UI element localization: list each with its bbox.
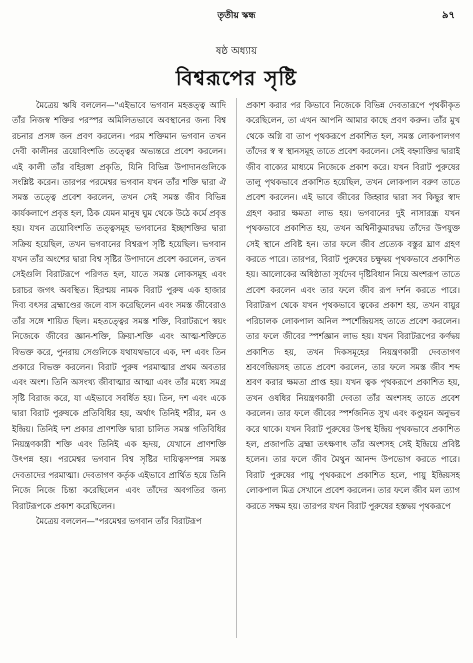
page-number: ৯৭ xyxy=(442,10,455,21)
column-divider xyxy=(236,98,237,638)
running-header xyxy=(0,6,473,24)
right-paragraph-1: প্রকাশ করার পর কিভাবে নিজেকে বিভিন্ন দেবতারূপে পৃথকীকৃত করেছিলেন, তা এখন আপনি আমার কাছে প্রবণ করুন। তাঁর মুখ থেকে অগ্নি বা তাপ পৃথকরূপে প্রকাশিত হল, সমস্ত লোকপালগণ তাঁদের স্ব স্ব স্থানসমূহ তাতে প্রবেশ করলেন। সেই বহ্ন্যাক্তির দ্বারাই জীব বাক্যের মাধ্যমে নিজেকে প্রকাশ করে। যখন বিরাট পুরুষের তালু পৃথকভাবে প্রকাশিত হয়েছিল, তখন লোকপাল বরুণ তাতে প্রবেশ করলেন। এই ভাবে জীবের জিহ্বার দ্বারা সব কিছুর স্বাদ গ্রহণ করার ক্ষমতা লাভ হয়। ভগবানের দুই নাসারন্ধ্র যখন পৃথকভাবে প্রকাশিত হয়, তখন অশ্বিনীকুমারদ্বয় তাঁদের উপযুক্ত সেই স্থানে প্রবিষ্ট হন। তার ফলে জীব প্রত্যেক বস্তুর ঘ্রাণ গ্রহণ করতে পারে। তারপর, বিরাট পুরুষের চক্ষুদ্বয় পৃথকভাবে প্রকাশিত হয়। আলোকের অধিষ্ঠাতা সূর্যদেব দৃষ্টিবিধান নিয়ে অংশরূপ তাতে প্রবেশ করলেন এবং তার ফলে জীব রূপ দর্শন করতে পারে। বিরাটরূপ থেকে যখন পৃথকভাবে ত্বকের প্রকাশ হয়, তখন বায়ুর পরিচালক লোকপাল অনিল স্পর্শেন্দ্রিয়সহ তাতে প্রবেশ করলেন। তার ফলে জীবের স্পর্শজ্ঞান লাভ হয়। যখন বিরাটরূপের কর্ণদ্বয় প্রকাশিত হয়, তখন দিকসমূহের নিয়ন্ত্রণকারী দেবতাগণ শ্রবণেন্দ্রিয়সহ তাতে প্রবেশ করলেন, তার ফলে সমস্ত জীব শব্দ শ্রবণ করার ক্ষমতা প্রাপ্ত হয়। যখন ত্বক পৃথকরূপে প্রকাশিত হয়, তখন ওষধির নিয়ন্ত্রণকারী দেবতা তাঁর অংশসহ তাতে প্রবেশ করলেন। তার ফলে জীবের স্পর্শজনিত সুখ এবং কণ্ডুয়ন অনুভব করে থাকে। যখন বিরাট পুরুষের উপস্থ ইন্দ্রিয় পৃথকভাবে প্রকাশিত হল, প্রজাপতি ব্রহ্মা তৎক্ষণাৎ তাঁর অংশসহ সেই ইন্দ্রিয়ে প্রবিষ্ট হলেন। তার ফলে জীব মৈথুন আনন্দ উপভোগ করতে পারে। বিরাট পুরুষের পায়ু পৃথকরূপে প্রকাশিত হলে, পায়ু ইন্দ্রিয়সহ লোকপাল মিত্র সেখানে প্রবেশ করলেন। তার ফলে জীব মল ত্যাগ করতে সক্ষম হয়। তারপর যখন বিরাট পুরুষের হস্তদ্বয় পৃথকরূপে xyxy=(246,100,460,511)
left-paragraph-2: মৈত্রেয় বললেন—"পরমেশ্বর ভগবান তাঁর বিরাটরূপ xyxy=(36,515,202,526)
chapter-heading: ষষ্ঠ অধ্যায় xyxy=(215,46,258,57)
running-title: তৃতীয় স্কন্ধ xyxy=(217,11,256,21)
left-paragraph-1: মৈত্রেয় ঋষি বললেন—"এইভাবে ভগবান মহত্তত্ত্ব আদি তাঁর নিজস্ব শক্তির পরস্পর অমিলিতভাবে অবস্থানের জন্য বিশ্ব রচনার প্রসঙ্গ জন প্রবণ করলেন। পরম শক্তিমান ভগবান তখন দেবী কালীনর ত্রয়োবিংশতি তত্ত্বের অভ্যন্তরে প্রবেশ করলেন। এই কালী তাঁর বহিরঙ্গা প্রকৃতি, যিনি বিভিন্ন উপাদানগুলিকে সংশ্লিষ্ট করেন। তারপর পরমেশ্বর ভগবান যখন তাঁর শক্তি দ্বারা ঐ সমস্ত তত্ত্বে প্রবেশ করলেন, তখন সেই সমস্ত জীব বিভিন্ন কার্যকলাপে প্রবৃত্ত হল, ঠিক যেমন মানুষ ঘুম থেকে উঠে কর্মে প্রবৃত্ত হয়। যখন ত্রয়োবিংশতি তত্ত্বসমূহ ভগবানের ইচ্ছাশক্তির দ্বারা সক্রিয় হয়েছিল, তখন ভগবানের বিশ্বরূপ সৃষ্টি হয়েছিল। ভগবান যখন তাঁর অংশের দ্বারা বিশ্ব সৃষ্টির উপাদানে প্রবেশ করলেন, তখন সেইগুলি বিরাটরূপে পরিণত হল, যাতে সমস্ত লোকসমূহ এবং চরাচর জগৎ অবস্থিত। হিরণ্ময় নামক বিরাট পুরুষ এক হাজার দিব্য বৎসর ব্রহ্মাণ্ডের জলে বাস করেছিলেন এবং সমস্ত জীবেরাও তাঁর সঙ্গে শায়িত ছিল। মহতত্ত্বের সমস্ত শক্তি, বিরাটরূপে স্বয়ং নিজেকে জীবের জ্ঞান-শক্তি, ক্রিয়া-শক্তি এবং আত্ম-শক্তিতে বিভক্ত করে, পুনরায় সেগুলিকে যথাযথভাবে এক, দশ এবং তিন প্রকারে বিভক্ত করলেন। বিরাট পুরুষ পরমাত্মার প্রথম অবতার এবং অংশ। তিনি অসংখ্য জীবাত্মার আত্মা এবং তাঁর মধ্যে সমগ্র সৃষ্টি বিরাজ করে, যা এইভাবে সবর্ধিত হয়। তিন, দশ এবং একে দ্বারা বিরাট পুরুষকে প্রতিবিধির হয়, অর্থাৎ তিনিই শরীর, মন ও ইন্দ্রিয়। তিনিই দশ প্রকার প্রাণশক্তি দ্বারা চালিত সমস্ত গতিবিধির নিয়ন্ত্রণকারী শক্তি এবং তিনিই এক হৃদয়, যেখানে প্রাণশক্তি উৎপন্ন হয়। পরমেশ্বর ভগবান বিশ্ব সৃষ্টির দায়িত্বসম্পন্ন সমস্ত দেবতাদের পরমাত্মা। দেবতাগণ কর্তৃক এইভাবে প্রার্থিত হয়ে তিনি নিজে নিজে চিন্তা করেছিলেন এবং তাঁদের অবগতির জন্য বিরাটরূপকে প্রকাশ করেছিলেন। xyxy=(12,100,226,511)
right-text-column xyxy=(246,98,460,663)
section-title: বিশ্বরূপের সৃষ্টি xyxy=(175,66,298,90)
left-text-column xyxy=(12,98,226,663)
